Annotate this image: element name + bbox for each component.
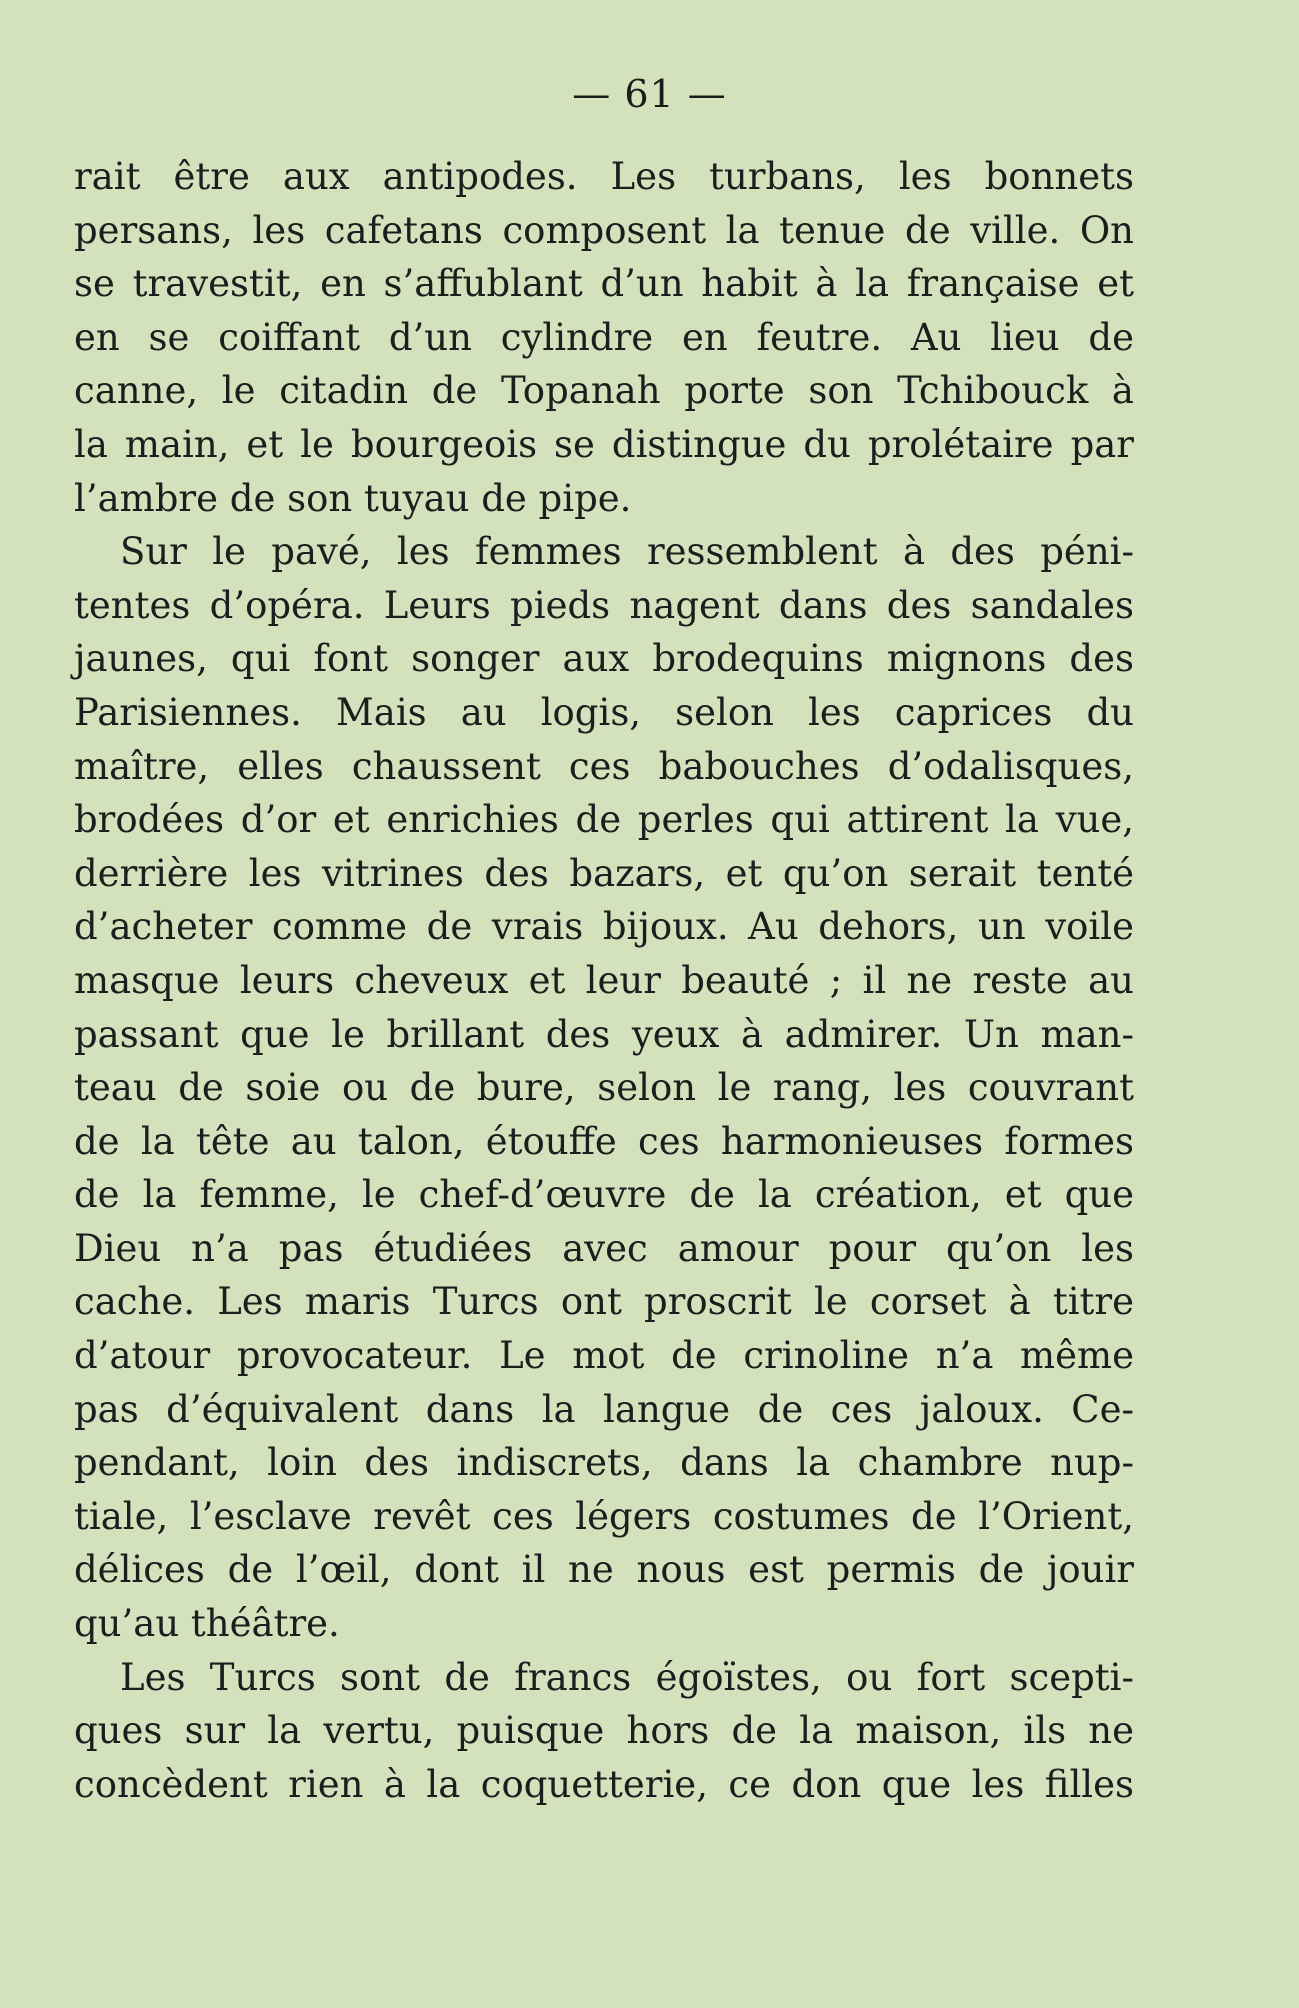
text-line: passant que le brillant des yeux à admirer. Un man- [74, 1012, 1134, 1056]
text-line: pas d’équivalent dans la langue de ces jaloux. Ce- [74, 1387, 1134, 1431]
text-line: brodées d’or et enrichies de perles qui attirent la vue, [74, 798, 1134, 842]
text-line: l’ambre de son tuyau de pipe. [74, 476, 632, 520]
text-line: derrière les vitrines des bazars, et qu’on serait tenté [74, 851, 1134, 895]
text-line: d’acheter comme de vrais bijoux. Au dehors, un voile [74, 905, 1134, 949]
text-line: persans, les cafetans composent la tenue de ville. On [74, 208, 1134, 252]
text-line: la main, et le bourgeois se distingue du prolétaire par [74, 422, 1134, 466]
text-line: Sur le pavé, les femmes ressemblent à des péni- [120, 530, 1134, 574]
text-line: rait être aux antipodes. Les turbans, les bonnets [74, 155, 1134, 198]
body-text [74, 150, 1134, 1811]
text-line: délices de l’œil, dont il ne nous est permis de jouir [74, 1548, 1134, 1592]
text-line: jaunes, qui font songer aux brodequins mignons des [74, 637, 1134, 681]
text-line: canne, le citadin de Topanah porte son Tchibouck à [74, 369, 1134, 413]
text-line: ques sur la vertu, puisque hors de la maison, ils ne [74, 1709, 1134, 1753]
text-line: Parisiennes. Mais au logis, selon les caprices du [74, 690, 1134, 734]
text-line: tiale, l’esclave revêt ces légers costumes de l’Orient, [74, 1494, 1134, 1538]
text-line: cache. Les maris Turcs ont proscrit le corset à titre [74, 1280, 1134, 1324]
text-line: Dieu n’a pas étudiées avec amour pour qu’on les [74, 1226, 1134, 1270]
text-line: de la tête au talon, étouffe ces harmonieuses formes [74, 1119, 1134, 1163]
text-line: Les Turcs sont de francs égoïstes, ou fort scepti- [120, 1655, 1134, 1699]
text-line: se travestit, en s’affublant d’un habit à la française et [74, 262, 1134, 306]
text-line: pendant, loin des indiscrets, dans la chambre nup- [74, 1441, 1134, 1485]
text-line: maître, elles chaussent ces babouches d’odalisques, [74, 744, 1134, 788]
text-line: masque leurs cheveux et leur beauté ; il ne reste au [74, 958, 1134, 1002]
text-line: en se coiffant d’un cylindre en feutre. Au lieu de [74, 315, 1134, 359]
text-line: tentes d’opéra. Leurs pieds nagent dans des sandales [74, 583, 1134, 627]
page-number: — 61 — [572, 72, 727, 116]
text-line: d’atour provocateur. Le mot de crinoline n’a même [74, 1334, 1134, 1378]
text-line: qu’au théâtre. [74, 1602, 340, 1646]
text-line: teau de soie ou de bure, selon le rang, les couvrant [74, 1066, 1134, 1110]
text-line: de la femme, le chef-d’œuvre de la création, et que [74, 1173, 1134, 1217]
text-line: concèdent rien à la coquetterie, ce don que les filles [74, 1762, 1134, 1806]
